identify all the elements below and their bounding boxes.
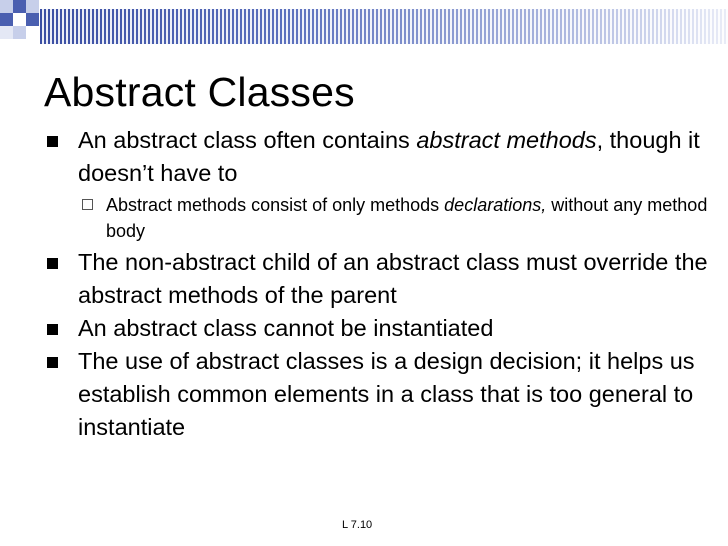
square-bullet-icon: [47, 324, 58, 335]
sub-bullet-item: [78, 192, 724, 244]
bullet-item: [44, 246, 724, 312]
decor-square: [26, 13, 39, 26]
sub-bullet-emphasis: declarations,: [444, 195, 547, 215]
decor-square: [26, 0, 39, 13]
decor-square: [13, 26, 26, 39]
bullet-item: [44, 124, 724, 190]
bullet-text: The non-abstract child of an abstract class must override the abstract methods of the parent: [78, 249, 708, 308]
bullet-text: The use of abstract classes is a design decision; it helps us establish common elements in a class that is too general to instantiate: [78, 348, 695, 440]
square-bullet-icon: [47, 357, 58, 368]
slide-number: L 7.10: [342, 519, 373, 531]
decor-square: [0, 0, 13, 13]
bullet-emphasis: abstract methods: [416, 127, 597, 153]
header-stripe-bar: [40, 9, 728, 44]
slide-title: Abstract Classes: [44, 69, 355, 115]
square-bullet-icon: [47, 136, 58, 147]
square-bullet-icon: [47, 258, 58, 269]
bullet-item: [44, 312, 724, 345]
sub-bullet-text: Abstract methods consist of only methods: [106, 195, 445, 215]
decor-square: [13, 0, 26, 13]
bullet-text: , though it doesn’t have to: [78, 127, 700, 186]
bullet-text: An abstract class often contains: [78, 127, 417, 153]
bullet-text: An abstract class cannot be instantiated: [78, 315, 494, 341]
decor-square: [0, 26, 13, 39]
bullet-item: [44, 345, 724, 444]
hollow-square-bullet-icon: [82, 199, 93, 210]
decor-square: [0, 13, 13, 26]
bullet-list: [44, 124, 724, 444]
sub-bullet-text: without any method body: [106, 195, 708, 241]
